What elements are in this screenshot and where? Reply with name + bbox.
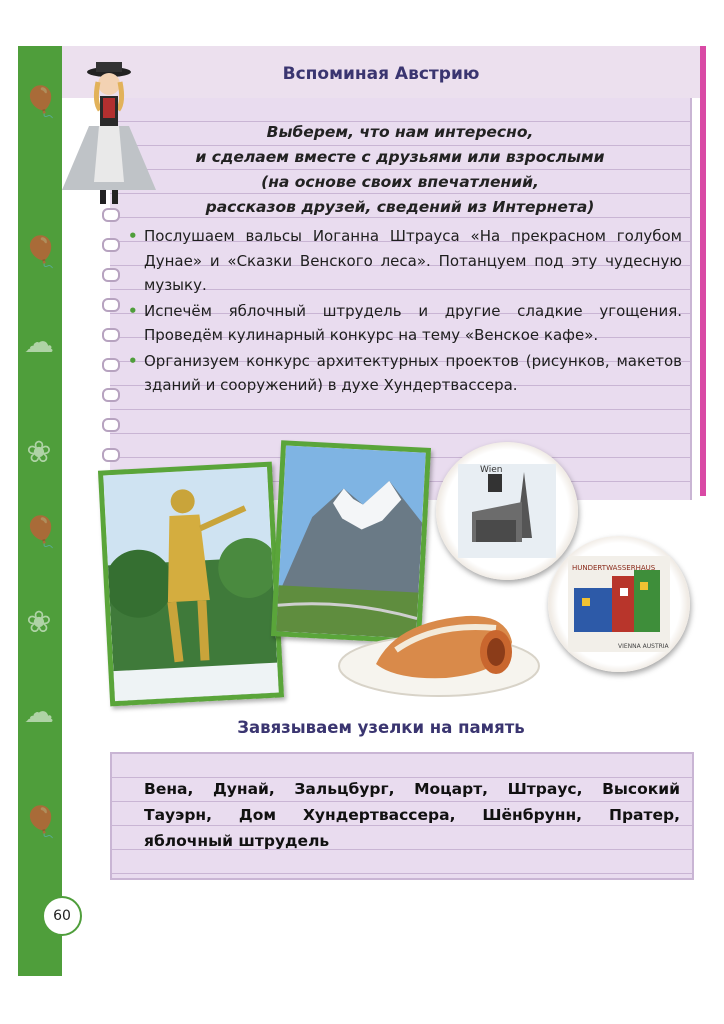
spiral-ring (102, 358, 120, 372)
cloud-icon: ☁ (24, 695, 54, 730)
plate-2-label: HUNDERTWASSERHAUS (572, 564, 656, 572)
souvenir-plate-hundertwasser (548, 536, 690, 672)
textbook-page (18, 46, 706, 976)
section-title: Вспоминая Австрию (282, 64, 480, 84)
memory-keywords: Вена, Дунай, Зальцбург, Моцарт, Штраус, Высокий Тауэрн, Дом Хундертвассера, Шёнбрунн, Пратер, яблочный штрудель (144, 780, 680, 850)
spiral-ring (102, 448, 120, 462)
hot-air-balloon-icon: 🎈 (22, 805, 60, 840)
intro-line-1: Выберем, что нам интересно, (266, 123, 534, 141)
intro-line-2: и сделаем вместе с друзьями или взрослыми (195, 148, 605, 166)
activity-list (144, 224, 682, 399)
spiral-ring (102, 298, 120, 312)
spiral-ring (102, 268, 120, 282)
spiral-ring (102, 418, 120, 432)
intro-line-4: рассказов друзей, сведений из Интернета) (205, 198, 595, 216)
intro-line-3: (на основе своих впечатлений, (261, 173, 539, 191)
hot-air-balloon-icon: 🎈 (22, 515, 60, 550)
page-number: 60 (42, 896, 82, 936)
strauss-monument-photo (98, 462, 284, 707)
hot-air-balloon-icon: 🎈 (22, 85, 60, 120)
spiral-ring (102, 238, 120, 252)
memory-title: Завязываем узелки на память (237, 718, 525, 737)
activity-item: • Организуем конкурс архитектурных проектов (рисунков, макетов зданий и сооружений) в духе Хундертвассера. (144, 349, 682, 398)
flower-icon: ❀ (26, 435, 52, 470)
plate-1-label: Wien (480, 465, 503, 475)
activity-item: • Послушаем вальсы Иоганна Штрауса «На прекрасном голубом Дунае» и «Сказки Венского леса». Потанцуем под эту чудесную музыку. (144, 224, 682, 298)
intro-text (110, 120, 690, 220)
activity-item: • Испечём яблочный штрудель и другие сладкие угощения. Проведём кулинарный конкурс на тему «Венское кафе». (144, 299, 682, 348)
hot-air-balloon-icon: 🎈 (22, 235, 60, 270)
cloud-icon: ☁ (24, 325, 54, 360)
spiral-ring (102, 328, 120, 342)
souvenir-plate-wien (436, 442, 578, 580)
plate-2-sublabel: VIENNA AUSTRIA (618, 643, 669, 650)
apple-strudel-image (336, 602, 542, 702)
right-pink-edge (700, 46, 706, 496)
flower-icon: ❀ (26, 605, 52, 640)
spiral-ring (102, 388, 120, 402)
